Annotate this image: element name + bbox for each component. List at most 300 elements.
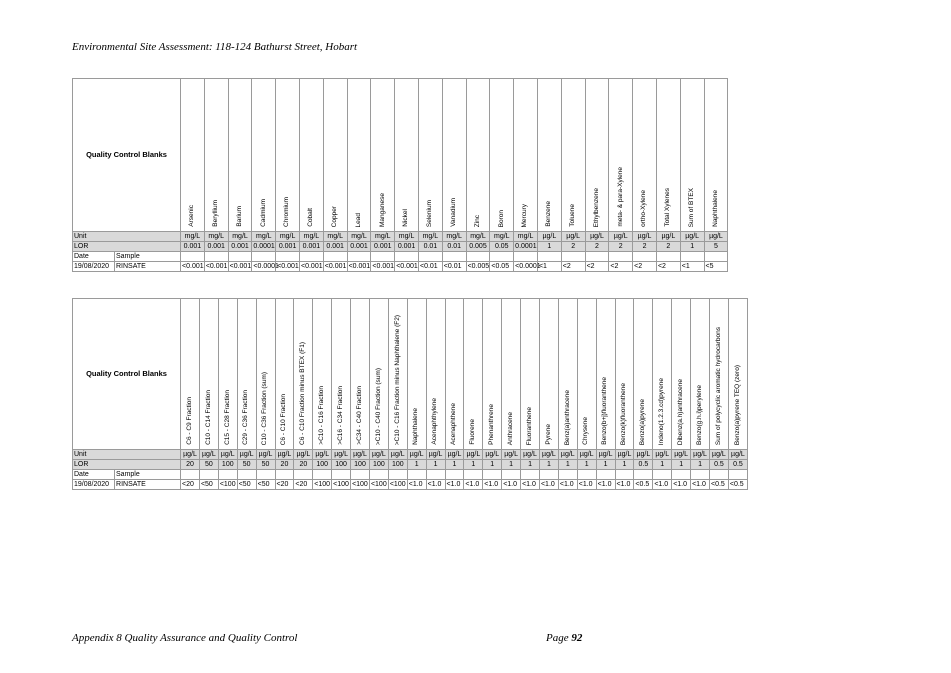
column-header <box>323 79 347 232</box>
unit-cell: mg/L <box>371 232 395 242</box>
lor-cell: 0.01 <box>442 242 466 252</box>
footer-page-number <box>546 632 582 644</box>
column-header <box>276 79 300 232</box>
empty-cell <box>466 252 490 262</box>
empty-cell <box>537 252 561 262</box>
column-header <box>395 79 419 232</box>
lor-cell: 1 <box>464 460 483 470</box>
unit-cell: µg/L <box>445 450 464 460</box>
result-row <box>73 480 748 490</box>
empty-cell <box>276 252 300 262</box>
lor-cell: 50 <box>199 460 218 470</box>
result-cell: <1.0 <box>577 480 596 490</box>
lor-cell: 100 <box>369 460 388 470</box>
column-header-label: C6 - C10 Fraction <box>280 393 288 445</box>
column-header-label: C15 - C28 Fraction <box>223 390 231 445</box>
result-cell: <20 <box>275 480 294 490</box>
empty-cell <box>672 470 691 480</box>
lor-cell: 0.001 <box>395 242 419 252</box>
column-header-label: Vanadium <box>449 198 457 227</box>
lor-cell: 0.001 <box>323 242 347 252</box>
empty-cell <box>615 470 634 480</box>
empty-cell <box>323 252 347 262</box>
unit-cell: µg/L <box>351 450 370 460</box>
lor-cell: 0.001 <box>276 242 300 252</box>
lor-cell: 1 <box>653 460 672 470</box>
column-header-label: Fluorene <box>469 419 477 445</box>
empty-cell <box>483 470 502 480</box>
unit-cell: µg/L <box>577 450 596 460</box>
column-header <box>199 299 218 450</box>
column-header <box>294 299 313 450</box>
lor-cell: 1 <box>539 460 558 470</box>
lor-cell: 0.0001 <box>515 243 537 250</box>
date-label: Date <box>73 470 115 480</box>
unit-cell: mg/L <box>323 232 347 242</box>
unit-cell: mg/L <box>418 232 442 242</box>
lor-cell: 1 <box>691 460 710 470</box>
result-cell: <50 <box>256 480 275 490</box>
lor-cell: 1 <box>521 460 540 470</box>
sample-name: RINSATE <box>115 262 181 272</box>
empty-cell <box>653 470 672 480</box>
result-row <box>73 262 728 272</box>
lor-cell: 1 <box>483 460 502 470</box>
column-header <box>691 299 710 450</box>
column-header <box>672 299 691 450</box>
unit-cell: mg/L <box>466 232 490 242</box>
column-header <box>181 79 205 232</box>
column-header-label: Naphthalene <box>412 408 420 445</box>
unit-cell: mg/L <box>395 232 419 242</box>
result-cell: <0.001 <box>396 263 418 270</box>
lor-cell: 0.01 <box>418 242 442 252</box>
empty-cell <box>680 252 704 262</box>
table-title: Quality Control Blanks <box>73 299 181 450</box>
column-header-label: Benz(a)anthracene <box>563 389 571 445</box>
unit-cell: µg/L <box>483 450 502 460</box>
column-header-label: Anthracene <box>506 411 514 445</box>
lor-cell: 100 <box>351 460 370 470</box>
column-header-label: Chrysene <box>582 417 590 445</box>
empty-cell <box>407 470 426 480</box>
column-header-label: Total Xylenes <box>664 188 672 227</box>
result-cell: <2 <box>585 262 609 272</box>
result-cell: <100 <box>219 481 236 488</box>
lor-cell: 1 <box>407 460 426 470</box>
unit-cell: mg/L <box>300 232 324 242</box>
lor-cell: 0.001 <box>204 242 228 252</box>
column-header <box>561 79 585 232</box>
column-header-label: Acenaphthylene <box>431 398 439 445</box>
sample-date: 19/08/2020 <box>73 262 115 272</box>
column-header <box>218 299 237 450</box>
empty-cell <box>228 252 252 262</box>
unit-cell: µg/L <box>585 232 609 242</box>
column-header-label: Benzo(k)fluoranthene <box>620 382 628 445</box>
unit-cell: mg/L <box>204 232 228 242</box>
empty-cell <box>577 470 596 480</box>
column-header <box>539 299 558 450</box>
empty-cell <box>418 252 442 262</box>
result-cell: <0.001 <box>205 263 228 270</box>
empty-cell <box>204 252 228 262</box>
unit-cell: mg/L <box>276 232 300 242</box>
unit-cell: µg/L <box>181 450 200 460</box>
column-header <box>181 299 200 450</box>
column-header <box>615 299 634 450</box>
lor-cell: 0.005 <box>466 242 490 252</box>
result-cell: <1.0 <box>426 480 445 490</box>
lor-cell: 1 <box>558 460 577 470</box>
result-cell: <1.0 <box>653 480 672 490</box>
empty-cell <box>388 470 407 480</box>
lor-cell: 1 <box>577 460 596 470</box>
lor-cell: 0.5 <box>728 460 747 470</box>
column-header <box>514 79 538 232</box>
lor-cell: 1 <box>672 460 691 470</box>
column-header <box>483 299 502 450</box>
column-header <box>577 299 596 450</box>
column-header-label: Toluene <box>568 204 576 227</box>
column-header-label: Selenium <box>426 199 434 227</box>
empty-cell <box>347 252 371 262</box>
unit-cell: µg/L <box>199 450 218 460</box>
empty-cell <box>199 470 218 480</box>
footer-appendix-title: Appendix 8 Quality Assurance and Quality Control <box>72 632 298 644</box>
empty-cell <box>395 252 419 262</box>
page-label: Page <box>546 632 569 644</box>
unit-cell: mg/L <box>442 232 466 242</box>
result-cell: <0.001 <box>182 263 204 270</box>
empty-cell <box>313 470 332 480</box>
unit-cell: µg/L <box>653 450 672 460</box>
column-header <box>237 299 256 450</box>
result-cell: <0.001 <box>324 263 347 270</box>
result-cell: <1.0 <box>407 480 426 490</box>
column-header-label: >C10 - C40 Fraction (sum) <box>374 367 382 445</box>
column-header-label: Dibenz(a.h)anthracene <box>676 378 684 445</box>
result-cell: <100 <box>352 481 368 488</box>
unit-cell: mg/L <box>514 232 538 242</box>
column-header-label: Beryllium <box>211 200 219 227</box>
column-header-label: >C10 - C16 Fraction <box>317 386 325 445</box>
column-header-label: Benzo(a)pyrene TEQ (zero) <box>733 364 741 445</box>
column-header-label: Sum of BTEX <box>687 187 695 227</box>
lor-label: LOR <box>73 242 181 252</box>
column-header <box>351 299 370 450</box>
column-header <box>585 79 609 232</box>
column-header-label: >C16 - C34 Fraction <box>336 386 344 445</box>
lor-cell: 50 <box>256 460 275 470</box>
unit-cell: µg/L <box>704 232 728 242</box>
result-cell: <5 <box>704 262 728 272</box>
column-header <box>656 79 680 232</box>
column-header <box>388 299 407 450</box>
column-header <box>653 299 672 450</box>
unit-row <box>73 232 728 242</box>
result-cell: <1 <box>537 262 561 272</box>
column-header-label: Copper <box>330 205 338 227</box>
unit-cell: µg/L <box>634 450 653 460</box>
lor-cell: 100 <box>313 460 332 470</box>
page-number: 92 <box>571 632 583 644</box>
lor-cell: 2 <box>656 242 680 252</box>
empty-cell <box>218 470 237 480</box>
result-cell: <1.0 <box>672 480 691 490</box>
date-label: Date <box>73 252 115 262</box>
lor-cell: 0.001 <box>228 242 252 252</box>
unit-cell: µg/L <box>561 232 585 242</box>
unit-cell: µg/L <box>332 450 351 460</box>
empty-cell <box>181 470 200 480</box>
lor-row <box>73 242 728 252</box>
result-cell: <1.0 <box>615 480 634 490</box>
date-sample-row <box>73 470 748 480</box>
lor-cell: 0.001 <box>181 242 205 252</box>
empty-cell <box>490 252 514 262</box>
empty-cell <box>633 252 657 262</box>
column-header-label: Ethylbenzene <box>592 187 600 227</box>
empty-cell <box>275 470 294 480</box>
column-header <box>521 299 540 450</box>
empty-cell <box>561 252 585 262</box>
result-cell: <0.5 <box>709 480 728 490</box>
result-cell: <1.0 <box>691 480 710 490</box>
unit-cell: µg/L <box>369 450 388 460</box>
empty-cell <box>351 470 370 480</box>
lor-cell: 1 <box>680 242 704 252</box>
result-cell: <0.01 <box>442 262 466 272</box>
sample-label: Sample <box>115 470 181 480</box>
column-header <box>445 299 464 450</box>
unit-cell: mg/L <box>228 232 252 242</box>
column-header-label: Lead <box>354 212 362 227</box>
unit-cell: µg/L <box>680 232 704 242</box>
lor-cell: 1 <box>426 460 445 470</box>
result-cell: <1.0 <box>521 480 540 490</box>
column-header-label: >C10 - C16 Fraction minus Naphthalene (F2) <box>393 314 401 445</box>
unit-cell: µg/L <box>294 450 313 460</box>
lor-cell: 2 <box>585 242 609 252</box>
empty-cell <box>502 470 521 480</box>
result-cell: <50 <box>199 480 218 490</box>
column-header-label: Sum of polycyclic aromatic hydrocarbons <box>714 326 722 445</box>
lor-cell: 1 <box>596 460 615 470</box>
empty-cell <box>181 252 205 262</box>
column-header <box>256 299 275 450</box>
unit-cell: µg/L <box>596 450 615 460</box>
unit-cell: µg/L <box>539 450 558 460</box>
result-cell: <1.0 <box>539 480 558 490</box>
unit-cell: µg/L <box>728 450 747 460</box>
lor-cell: 20 <box>275 460 294 470</box>
column-header <box>228 79 252 232</box>
empty-cell <box>256 470 275 480</box>
lor-cell: 20 <box>181 460 200 470</box>
result-cell: <20 <box>294 480 313 490</box>
lor-cell: 100 <box>218 460 237 470</box>
column-header <box>407 299 426 450</box>
empty-cell <box>596 470 615 480</box>
column-header <box>313 299 332 450</box>
unit-cell: µg/L <box>426 450 445 460</box>
lor-label: LOR <box>73 460 181 470</box>
column-header <box>490 79 514 232</box>
result-cell: <20 <box>181 480 200 490</box>
result-cell: <100 <box>389 481 406 488</box>
result-cell: <0.001 <box>229 263 252 270</box>
result-cell: <0.001 <box>348 263 371 270</box>
lor-cell: 5 <box>704 242 728 252</box>
result-cell: <0.01 <box>418 262 442 272</box>
result-cell: <2 <box>609 262 633 272</box>
column-header-label: Cobalt <box>307 208 315 227</box>
column-header <box>332 299 351 450</box>
result-cell: <1.0 <box>445 480 464 490</box>
column-header-label: Zinc <box>473 214 481 227</box>
empty-cell <box>558 470 577 480</box>
result-cell: <1.0 <box>558 480 577 490</box>
unit-cell: µg/L <box>558 450 577 460</box>
column-header <box>558 299 577 450</box>
unit-cell: mg/L <box>181 232 205 242</box>
unit-row <box>73 450 748 460</box>
header-row <box>73 299 748 450</box>
unit-cell: mg/L <box>347 232 371 242</box>
empty-cell <box>691 470 710 480</box>
column-header <box>300 79 324 232</box>
unit-cell: µg/L <box>672 450 691 460</box>
lor-cell: 0.5 <box>709 460 728 470</box>
column-header-label: C6 - C9 Fraction <box>185 397 193 445</box>
unit-label: Unit <box>73 450 181 460</box>
column-header-label: Naphthalene <box>711 190 719 227</box>
sample-date: 19/08/2020 <box>73 480 115 490</box>
unit-cell: µg/L <box>521 450 540 460</box>
column-header-label: Boron <box>497 209 505 227</box>
column-header-label: meta- & para-Xylene <box>616 167 624 227</box>
sample-name: RINSATE <box>115 480 181 490</box>
sample-label: Sample <box>115 252 181 262</box>
lor-cell: 0.001 <box>300 242 324 252</box>
unit-cell: µg/L <box>388 450 407 460</box>
lor-cell: 2 <box>633 242 657 252</box>
result-cell: <0.0001 <box>515 263 541 270</box>
column-header <box>709 299 728 450</box>
column-header <box>728 299 747 450</box>
quality-control-blanks-table-trh-pah <box>72 298 748 490</box>
column-header <box>680 79 704 232</box>
unit-cell: mg/L <box>490 232 514 242</box>
column-header-label: Benzo(b+j)fluoranthene <box>601 377 609 445</box>
unit-cell: µg/L <box>502 450 521 460</box>
column-header <box>426 299 445 450</box>
column-header-label: Nickel <box>402 209 410 227</box>
header-row <box>73 79 728 232</box>
column-header <box>204 79 228 232</box>
column-header-label: C6 - C10 Fraction minus BTEX (F1) <box>299 342 307 445</box>
column-header <box>537 79 561 232</box>
lor-cell: 0.001 <box>371 242 395 252</box>
column-header-label: Indeno(1.2.3.cd)pyrene <box>658 377 665 445</box>
empty-cell <box>656 252 680 262</box>
lor-cell: 100 <box>332 460 351 470</box>
empty-cell <box>442 252 466 262</box>
lor-cell: 20 <box>294 460 313 470</box>
empty-cell <box>514 252 538 262</box>
empty-cell <box>369 470 388 480</box>
lor-cell: 1 <box>445 460 464 470</box>
lor-cell: 1 <box>502 460 521 470</box>
unit-cell: µg/L <box>407 450 426 460</box>
unit-cell: µg/L <box>313 450 332 460</box>
empty-cell <box>521 470 540 480</box>
column-header-label: Pyrene <box>544 424 552 445</box>
column-header-label: Benzene <box>545 201 553 227</box>
column-header <box>502 299 521 450</box>
column-header <box>442 79 466 232</box>
result-cell: <2 <box>633 262 657 272</box>
result-cell: <2 <box>561 262 585 272</box>
result-cell: <1.0 <box>483 480 502 490</box>
column-header-label: ortho-Xylene <box>640 190 648 227</box>
result-cell: <100 <box>333 481 349 488</box>
result-cell: <0.05 <box>490 262 514 272</box>
column-header <box>369 299 388 450</box>
lor-row <box>73 460 748 470</box>
lor-cell: 1 <box>537 242 561 252</box>
column-header <box>347 79 371 232</box>
result-cell: <50 <box>237 480 256 490</box>
lor-cell: 2 <box>561 242 585 252</box>
empty-cell <box>252 252 276 262</box>
lor-cell: 100 <box>388 460 407 470</box>
empty-cell <box>704 252 728 262</box>
unit-cell: µg/L <box>709 450 728 460</box>
column-header-label: >C34 - C40 Fraction <box>355 386 363 445</box>
empty-cell <box>585 252 609 262</box>
column-header <box>634 299 653 450</box>
table-title: Quality Control Blanks <box>73 79 181 232</box>
date-sample-row <box>73 252 728 262</box>
column-header-label: Mercury <box>521 203 529 227</box>
column-header-label: C29 - C36 Fraction <box>242 390 250 445</box>
unit-cell: µg/L <box>256 450 275 460</box>
column-header <box>609 79 633 232</box>
result-cell: <0.5 <box>634 480 653 490</box>
result-cell: <100 <box>370 481 387 488</box>
column-header-label: Phenanthrene <box>487 404 495 445</box>
result-cell: <0.5 <box>728 480 747 490</box>
column-header-label: Manganese <box>378 193 386 227</box>
result-cell: <1 <box>680 262 704 272</box>
empty-cell <box>609 252 633 262</box>
empty-cell <box>426 470 445 480</box>
unit-label: Unit <box>73 232 181 242</box>
column-header <box>633 79 657 232</box>
column-header-label: Benzo(a)pyrene <box>639 398 647 445</box>
document-header: Environmental Site Assessment: 118-124 Bathurst Street, Hobart <box>72 41 358 53</box>
empty-cell <box>464 470 483 480</box>
column-header-label: Acenaphthene <box>450 403 458 445</box>
unit-cell: µg/L <box>537 232 561 242</box>
result-cell: <0.001 <box>277 263 299 270</box>
column-header-label: Arsenic <box>188 205 196 227</box>
empty-cell <box>709 470 728 480</box>
lor-cell: 50 <box>237 460 256 470</box>
empty-cell <box>294 470 313 480</box>
